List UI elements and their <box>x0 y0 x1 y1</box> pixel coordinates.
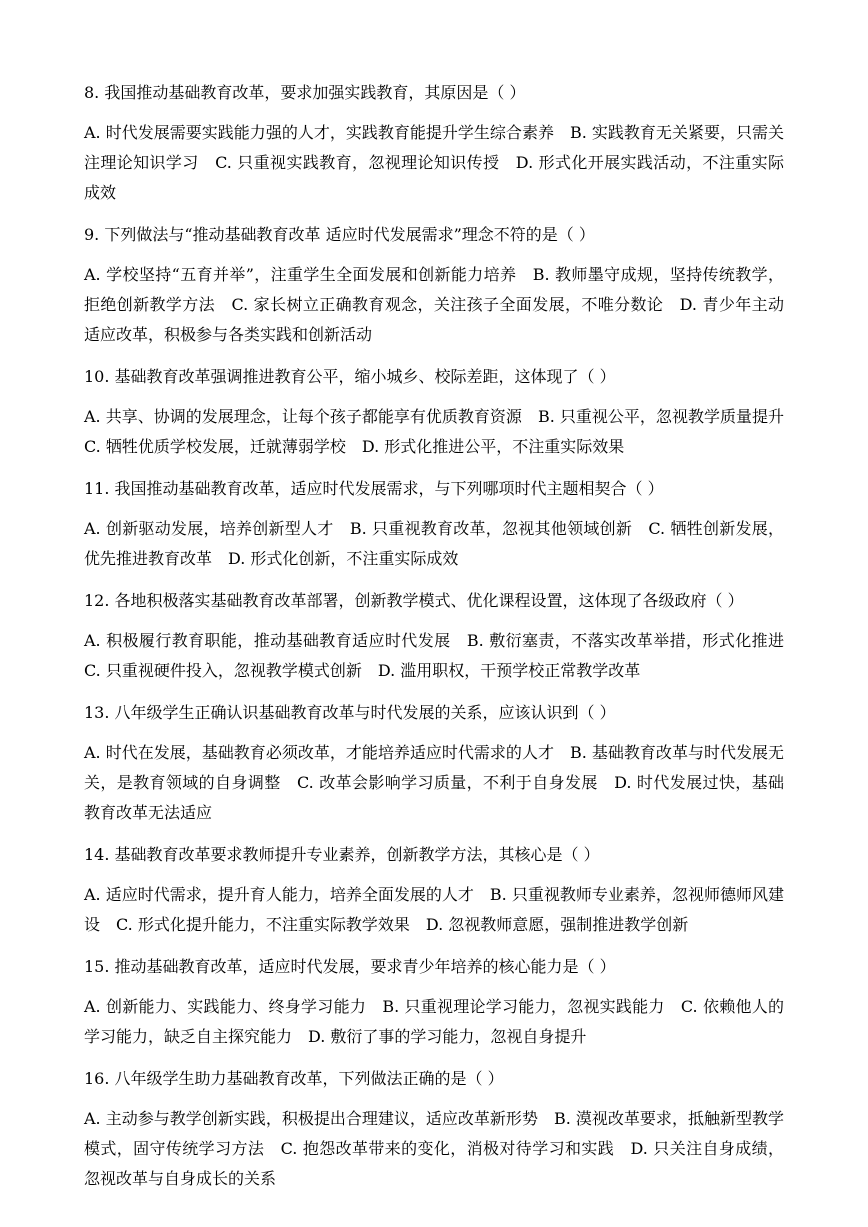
question-stem: 12. 各地积极落实基础教育改革部署，创新教学模式、优化课程设置，这体现了各级政府（ ） <box>84 591 744 610</box>
question-options: A. 共享、协调的发展理念，让每个孩子都能享有优质教育资源 B. 只重视公平，忽视教学质量提升 C. 牺牲优质学校发展，迁就薄弱学校 D. 形式化推进公平，不注重实际效果 <box>84 407 801 456</box>
question-stem: 16. 八年级学生助力基础教育改革，下列做法正确的是（ ） <box>84 1069 504 1088</box>
question-stem: 9. 下列做法与“推动基础教育改革 适应时代发展需求”理念不符的是（ ） <box>84 225 595 244</box>
question-15 <box>84 952 784 1052</box>
question-list <box>84 78 801 1206</box>
question-16 <box>84 1064 784 1194</box>
question-13 <box>84 698 784 828</box>
question-options: A. 主动参与教学创新实践，积极提出合理建议，适应改革新形势 B. 漠视改革要求，抵触新型教学模式，固守传统学习方法 C. 抱怨改革带来的变化，消极对待学习和实践 D. 只关注自身成绩，忽视改革与自身成长的关系 <box>84 1109 784 1188</box>
question-stem: 11. 我国推动基础教育改革，适应时代发展需求，与下列哪项时代主题相契合（ ） <box>84 479 664 498</box>
question-options: A. 创新驱动发展，培养创新型人才 B. 只重视教育改革，忽视其他领域创新 C. 牺牲创新发展，优先推进教育改革 D. 形式化创新，不注重实际成效 <box>84 519 784 568</box>
question-14 <box>84 840 784 940</box>
question-10 <box>84 362 801 462</box>
question-options: A. 创新能力、实践能力、终身学习能力 B. 只重视理论学习能力，忽视实践能力 C. 依赖他人的学习能力，缺乏自主探究能力 D. 敷衍了事的学习能力，忽视自身提升 <box>84 997 784 1046</box>
question-stem: 13. 八年级学生正确认识基础教育改革与时代发展的关系，应该认识到（ ） <box>84 703 616 722</box>
question-12 <box>84 586 801 686</box>
question-stem: 10. 基础教育改革强调推进教育公平，缩小城乡、校际差距，这体现了（ ） <box>84 367 616 386</box>
question-options: A. 适应时代需求，提升育人能力，培养全面发展的人才 B. 只重视教师专业素养，忽视师德师风建设 C. 形式化提升能力，不注重实际教学效果 D. 忽视教师意愿，强制推进教学创新 <box>84 885 784 934</box>
question-9 <box>84 220 784 350</box>
question-8 <box>84 78 784 208</box>
question-options: A. 时代发展需要实践能力强的人才，实践教育能提升学生综合素养 B. 实践教育无关紧要，只需关注理论知识学习 C. 只重视实践教育，忽视理论知识传授 D. 形式化开展实践活动，不注重实际成效 <box>84 123 784 202</box>
question-stem: 8. 我国推动基础教育改革，要求加强实践教育，其原因是（ ） <box>84 83 526 102</box>
question-stem: 15. 推动基础教育改革，适应时代发展，要求青少年培养的核心能力是（ ） <box>84 957 616 976</box>
question-options: A. 时代在发展，基础教育必须改革，才能培养适应时代需求的人才 B. 基础教育改革与时代发展无关，是教育领域的自身调整 C. 改革会影响学习质量，不利于自身发展 D. 时代发展过快，基础教育改革无法适应 <box>84 743 784 822</box>
question-stem: 14. 基础教育改革要求教师提升专业素养，创新教学方法，其核心是（ ） <box>84 845 600 864</box>
question-options: A. 积极履行教育职能，推动基础教育适应时代发展 B. 敷衍塞责，不落实改革举措，形式化推进 C. 只重视硬件投入，忽视教学模式创新 D. 滥用职权，干预学校正常教学改革 <box>84 631 801 680</box>
question-11 <box>84 474 784 574</box>
question-options: A. 学校坚持“五育并举”，注重学生全面发展和创新能力培养 B. 教师墨守成规，坚持传统教学，拒绝创新教学方法 C. 家长树立正确教育观念，关注孩子全面发展，不唯分数论 D. 青少年主动适应改革，积极参与各类实践和创新活动 <box>84 265 784 344</box>
